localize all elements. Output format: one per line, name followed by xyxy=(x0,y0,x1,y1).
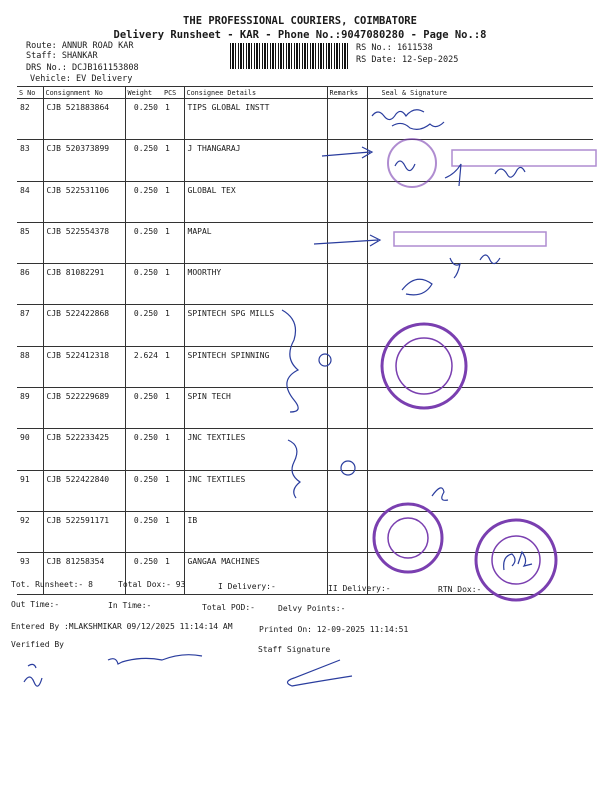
note-circle-88 xyxy=(319,354,331,366)
cell-consignment-no: CJB 522412318 xyxy=(43,346,125,387)
cell-sno: 82 xyxy=(17,99,43,140)
cell-sno: 84 xyxy=(17,181,43,222)
out-time: Out Time:- xyxy=(11,600,60,609)
cell-sno: 85 xyxy=(17,222,43,263)
in-time: In Time:- xyxy=(108,601,152,610)
company-title: THE PROFESSIONAL COURIERS, COIMBATORE xyxy=(183,15,417,27)
cell-weight: 0.250 xyxy=(125,511,162,552)
cell-consignment-no: CJB 520373899 xyxy=(43,140,125,181)
cell-consignee: SPIN TECH xyxy=(184,388,327,429)
printed-on: Printed On: 12-09-2025 11:14:51 xyxy=(259,625,409,634)
col-pcs: PCS xyxy=(162,87,184,99)
cell-consignment-no: CJB 522531106 xyxy=(43,181,125,222)
cell-weight: 0.250 xyxy=(125,388,162,429)
signature-82 xyxy=(372,110,444,130)
cell-weight: 0.250 xyxy=(125,222,162,263)
note-circle-91 xyxy=(341,461,355,475)
cell-sno: 92 xyxy=(17,511,43,552)
cell-consignee: SPINTECH SPG MILLS xyxy=(184,305,327,346)
arrow-85 xyxy=(314,235,380,246)
cell-consignee: JNC TEXTILES xyxy=(184,470,327,511)
vehicle-label: Vehicle: EV Delivery xyxy=(30,74,133,84)
cell-consignee: GLOBAL TEX xyxy=(184,181,327,222)
cell-consignment-no: CJB 522422868 xyxy=(43,305,125,346)
cell-consignment-no: CJB 522422840 xyxy=(43,470,125,511)
verifier-name-scrawl xyxy=(108,655,202,664)
verified-by-label: Verified By xyxy=(11,640,64,649)
stamp-rect-85 xyxy=(394,232,546,246)
cell-pcs: 1 xyxy=(162,346,184,387)
cell-weight: 0.250 xyxy=(125,264,162,305)
stamp-spintech-outer xyxy=(382,324,466,408)
cell-consignee: SPINTECH SPINNING xyxy=(184,346,327,387)
cell-weight: 0.250 xyxy=(125,305,162,346)
col-consignee: Consignee Details xyxy=(184,87,327,99)
rs-date: RS Date: 12-Sep-2025 xyxy=(356,55,459,65)
stamp-83 xyxy=(388,139,436,187)
stamp-indian-bank-inner xyxy=(388,518,428,558)
cell-consignee: J THANGARAJ xyxy=(184,140,327,181)
cell-consignee: JNC TEXTILES xyxy=(184,429,327,470)
col-weight: Weight xyxy=(125,87,162,99)
cell-weight: 0.250 xyxy=(125,181,162,222)
col-consignment: Consignment No xyxy=(43,87,125,99)
cell-weight: 0.250 xyxy=(125,140,162,181)
entered-by: Entered By :MLAKSHMIKAR 09/12/2025 11:14:14 AM xyxy=(11,622,233,631)
cell-pcs: 1 xyxy=(162,181,184,222)
cell-sno: 87 xyxy=(17,305,43,346)
rtn-dox: RTN Dox:- xyxy=(438,585,482,594)
cell-pcs: 1 xyxy=(162,140,184,181)
runsheet-subtitle: Delivery Runsheet - KAR - Phone No.:9047080280 - Page No.:8 xyxy=(113,29,487,41)
cell-consignee: TIPS GLOBAL INSTT xyxy=(184,99,327,140)
cell-consignee: GANGAA MACHINES xyxy=(184,553,327,594)
cell-consignment-no: CJB 522591171 xyxy=(43,511,125,552)
cell-consignment-no: CJB 521883864 xyxy=(43,99,125,140)
signature-86 xyxy=(402,255,500,295)
delvy-points: Delvy Points:- xyxy=(278,604,346,613)
signature-83 xyxy=(395,161,525,186)
cell-weight: 0.250 xyxy=(125,470,162,511)
cell-sno: 88 xyxy=(17,346,43,387)
cell-weight: 0.250 xyxy=(125,99,162,140)
tot-runsheet: Tot. Runsheet:- 8 xyxy=(11,580,93,589)
cell-pcs: 1 xyxy=(162,388,184,429)
cell-consignment-no: CJB 522554378 xyxy=(43,222,125,263)
cell-consignee: MOORTHY xyxy=(184,264,327,305)
cell-pcs: 1 xyxy=(162,264,184,305)
signature-93 xyxy=(504,552,532,570)
cell-weight: 0.250 xyxy=(125,429,162,470)
col-sno: S No xyxy=(17,87,43,99)
cell-pcs: 1 xyxy=(162,511,184,552)
staff-label: Staff: SHANKAR xyxy=(26,51,98,61)
ii-delivery: II Delivery:- xyxy=(328,584,391,593)
staff-signature xyxy=(287,660,352,686)
staff-signature-label: Staff Signature xyxy=(258,645,331,654)
stamp-rect-83 xyxy=(452,150,596,166)
cell-consignment-no: CJB 522229689 xyxy=(43,388,125,429)
stamp-spintech-inner xyxy=(396,338,452,394)
cell-consignment-no: CJB 522233425 xyxy=(43,429,125,470)
stamp-indian-bank-outer xyxy=(374,504,442,572)
col-seal: Seal & Signature xyxy=(367,87,593,99)
stamp-gangaa-inner xyxy=(492,536,540,584)
cell-sno: 89 xyxy=(17,388,43,429)
cell-weight: 2.624 xyxy=(125,346,162,387)
drs-label: DRS No.: DCJB161153808 xyxy=(26,63,139,73)
cell-consignee: IB xyxy=(184,511,327,552)
col-remarks: Remarks xyxy=(327,87,367,99)
stamp-gangaa-outer xyxy=(476,520,556,600)
cell-pcs: 1 xyxy=(162,470,184,511)
cell-consignee: MAPAL xyxy=(184,222,327,263)
i-delivery: I Delivery:- xyxy=(218,582,276,591)
arrow-83 xyxy=(322,147,372,158)
cell-pcs: 1 xyxy=(162,99,184,140)
total-dox: Total Dox:- 93 xyxy=(118,580,186,589)
cell-consignment-no: CJB 81258354 xyxy=(43,553,125,594)
cell-consignment-no: CJB 81082291 xyxy=(43,264,125,305)
cell-sno: 90 xyxy=(17,429,43,470)
total-pod: Total POD:- xyxy=(202,603,255,612)
rs-number: RS No.: 1611538 xyxy=(356,43,433,53)
cell-sno: 91 xyxy=(17,470,43,511)
cell-weight: 0.250 xyxy=(125,553,162,594)
cell-sno: 83 xyxy=(17,140,43,181)
bracket-90-91 xyxy=(288,440,300,498)
cell-pcs: 1 xyxy=(162,429,184,470)
cell-sno: 86 xyxy=(17,264,43,305)
bracket-87-89 xyxy=(282,310,298,412)
route-label: Route: ANNUR ROAD KAR xyxy=(26,41,134,51)
cell-pcs: 1 xyxy=(162,305,184,346)
cell-sno: 93 xyxy=(17,553,43,594)
cell-pcs: 1 xyxy=(162,553,184,594)
verified-signature xyxy=(24,664,42,686)
signature-92 xyxy=(432,488,448,501)
cell-pcs: 1 xyxy=(162,222,184,263)
